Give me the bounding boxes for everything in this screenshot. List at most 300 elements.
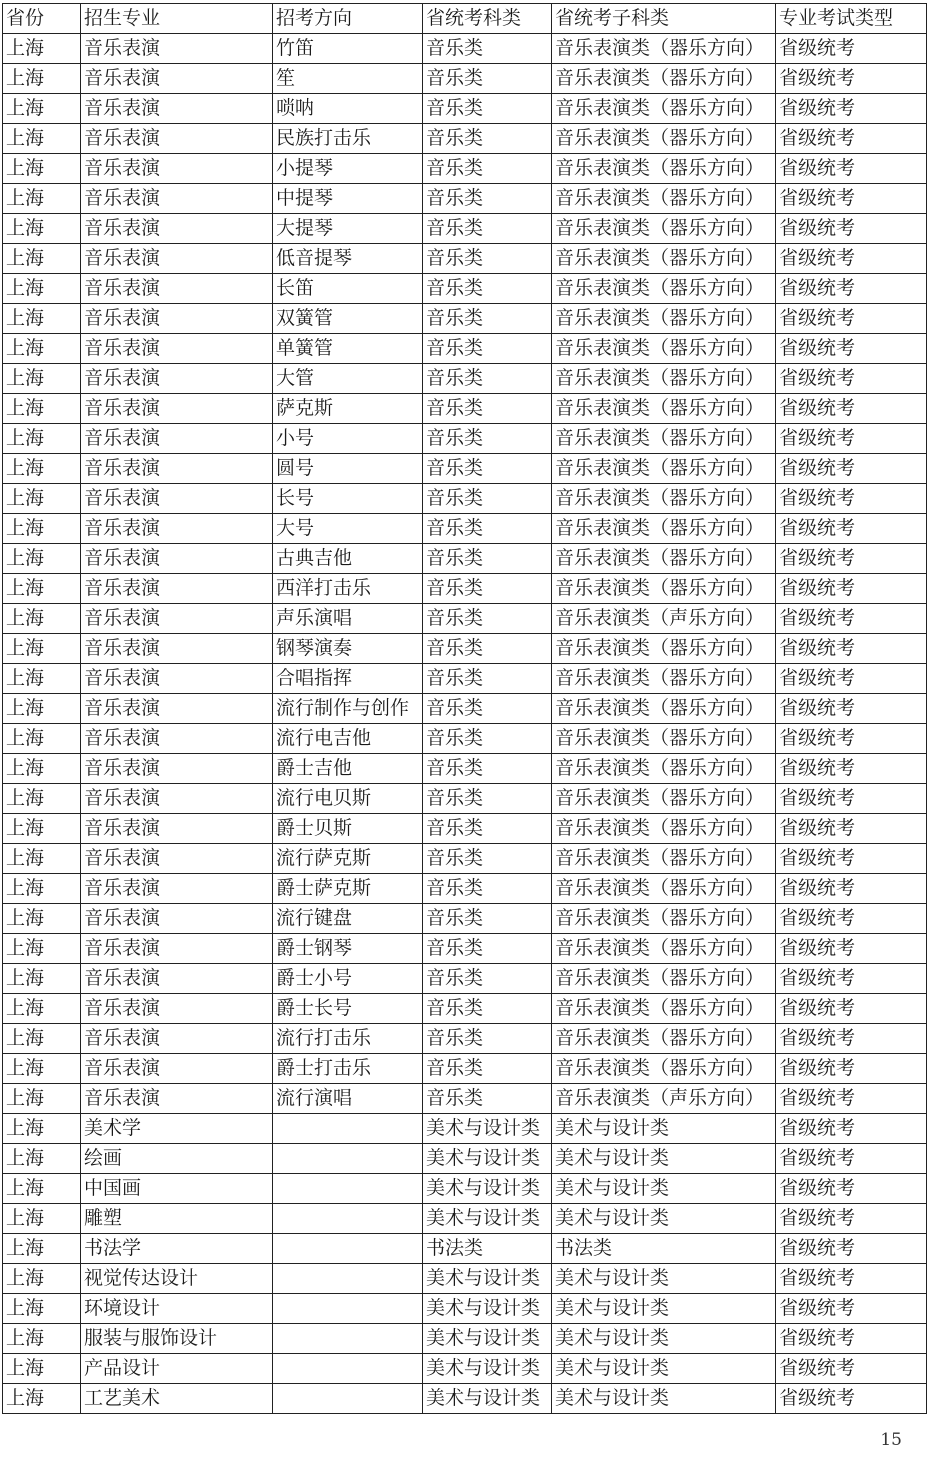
- table-row: [3, 34, 927, 64]
- cell-exam-type: 省级统考: [776, 1144, 927, 1174]
- cell-major: 音乐表演: [81, 64, 273, 94]
- cell-exam-subcategory: 音乐表演类（器乐方向）: [552, 244, 776, 274]
- cell-exam-category: 音乐类: [423, 454, 552, 484]
- cell-direction: 圆号: [273, 454, 423, 484]
- cell-province: 上海: [3, 154, 81, 184]
- cell-province: 上海: [3, 1384, 81, 1414]
- cell-exam-subcategory: 美术与设计类: [552, 1174, 776, 1204]
- cell-major: 音乐表演: [81, 454, 273, 484]
- table-row: [3, 754, 927, 784]
- cell-exam-type: 省级统考: [776, 154, 927, 184]
- cell-direction: 声乐演唱: [273, 604, 423, 634]
- cell-exam-category: 美术与设计类: [423, 1324, 552, 1354]
- cell-exam-type: 省级统考: [776, 1384, 927, 1414]
- cell-exam-category: 音乐类: [423, 334, 552, 364]
- cell-province: 上海: [3, 94, 81, 124]
- cell-direction: 中提琴: [273, 184, 423, 214]
- cell-province: 上海: [3, 604, 81, 634]
- cell-exam-category: 美术与设计类: [423, 1114, 552, 1144]
- cell-province: 上海: [3, 1294, 81, 1324]
- cell-major: 音乐表演: [81, 934, 273, 964]
- cell-direction: 大管: [273, 364, 423, 394]
- cell-exam-subcategory: 音乐表演类（器乐方向）: [552, 904, 776, 934]
- cell-exam-subcategory: 音乐表演类（器乐方向）: [552, 754, 776, 784]
- table-row: [3, 334, 927, 364]
- cell-province: 上海: [3, 1234, 81, 1264]
- cell-exam-subcategory: 音乐表演类（器乐方向）: [552, 454, 776, 484]
- cell-direction: [273, 1264, 423, 1294]
- cell-exam-type: 省级统考: [776, 574, 927, 604]
- header-row: [3, 4, 927, 34]
- cell-exam-category: 音乐类: [423, 1084, 552, 1114]
- cell-exam-type: 省级统考: [776, 814, 927, 844]
- cell-direction: 长笛: [273, 274, 423, 304]
- table-row: [3, 274, 927, 304]
- cell-exam-type: 省级统考: [776, 1324, 927, 1354]
- cell-province: 上海: [3, 994, 81, 1024]
- cell-province: 上海: [3, 424, 81, 454]
- table-row: [3, 964, 927, 994]
- cell-major: 音乐表演: [81, 424, 273, 454]
- cell-exam-category: 音乐类: [423, 724, 552, 754]
- cell-major: 音乐表演: [81, 604, 273, 634]
- cell-exam-category: 音乐类: [423, 394, 552, 424]
- cell-exam-subcategory: 音乐表演类（器乐方向）: [552, 484, 776, 514]
- cell-exam-type: 省级统考: [776, 544, 927, 574]
- table-row: [3, 94, 927, 124]
- cell-exam-subcategory: 音乐表演类（器乐方向）: [552, 634, 776, 664]
- table-row: [3, 424, 927, 454]
- admissions-table: [2, 3, 927, 1414]
- cell-exam-category: 音乐类: [423, 214, 552, 244]
- cell-exam-category: 音乐类: [423, 664, 552, 694]
- cell-province: 上海: [3, 544, 81, 574]
- cell-major: 环境设计: [81, 1294, 273, 1324]
- cell-exam-type: 省级统考: [776, 874, 927, 904]
- cell-exam-subcategory: 音乐表演类（器乐方向）: [552, 1054, 776, 1084]
- cell-exam-type: 省级统考: [776, 1024, 927, 1054]
- cell-major: 音乐表演: [81, 754, 273, 784]
- cell-exam-type: 省级统考: [776, 214, 927, 244]
- cell-direction: 爵士吉他: [273, 754, 423, 784]
- cell-province: 上海: [3, 334, 81, 364]
- cell-province: 上海: [3, 1264, 81, 1294]
- cell-major: 音乐表演: [81, 994, 273, 1024]
- table-header: [3, 4, 927, 34]
- cell-exam-category: 音乐类: [423, 364, 552, 394]
- cell-direction: 单簧管: [273, 334, 423, 364]
- cell-exam-category: 美术与设计类: [423, 1384, 552, 1414]
- cell-major: 音乐表演: [81, 574, 273, 604]
- table-row: [3, 484, 927, 514]
- cell-exam-type: 省级统考: [776, 754, 927, 784]
- cell-province: 上海: [3, 934, 81, 964]
- cell-province: 上海: [3, 454, 81, 484]
- cell-exam-category: 音乐类: [423, 634, 552, 664]
- cell-exam-type: 省级统考: [776, 1354, 927, 1384]
- cell-direction: 小提琴: [273, 154, 423, 184]
- cell-exam-subcategory: 音乐表演类（器乐方向）: [552, 1024, 776, 1054]
- cell-exam-type: 省级统考: [776, 34, 927, 64]
- cell-direction: 流行演唱: [273, 1084, 423, 1114]
- cell-exam-type: 省级统考: [776, 934, 927, 964]
- cell-exam-type: 省级统考: [776, 244, 927, 274]
- cell-exam-type: 省级统考: [776, 394, 927, 424]
- cell-direction: 低音提琴: [273, 244, 423, 274]
- cell-direction: [273, 1294, 423, 1324]
- cell-province: 上海: [3, 364, 81, 394]
- cell-direction: 合唱指挥: [273, 664, 423, 694]
- cell-exam-category: 音乐类: [423, 154, 552, 184]
- table-row: [3, 514, 927, 544]
- table-row: [3, 304, 927, 334]
- cell-exam-category: 音乐类: [423, 814, 552, 844]
- cell-exam-type: 省级统考: [776, 1054, 927, 1084]
- cell-exam-category: 音乐类: [423, 34, 552, 64]
- table-row: [3, 1114, 927, 1144]
- cell-province: 上海: [3, 124, 81, 154]
- cell-province: 上海: [3, 274, 81, 304]
- cell-exam-type: 省级统考: [776, 274, 927, 304]
- cell-exam-subcategory: 音乐表演类（器乐方向）: [552, 844, 776, 874]
- cell-direction: [273, 1324, 423, 1354]
- cell-exam-category: 美术与设计类: [423, 1354, 552, 1384]
- cell-major: 音乐表演: [81, 634, 273, 664]
- cell-direction: 小号: [273, 424, 423, 454]
- cell-direction: 流行制作与创作: [273, 694, 423, 724]
- cell-exam-category: 音乐类: [423, 1054, 552, 1084]
- cell-exam-category: 音乐类: [423, 844, 552, 874]
- table-row: [3, 934, 927, 964]
- cell-major: 音乐表演: [81, 544, 273, 574]
- cell-direction: 萨克斯: [273, 394, 423, 424]
- table-row: [3, 1234, 927, 1264]
- cell-major: 音乐表演: [81, 364, 273, 394]
- cell-exam-category: 音乐类: [423, 274, 552, 304]
- table-row: [3, 994, 927, 1024]
- table-row: [3, 544, 927, 574]
- cell-major: 音乐表演: [81, 394, 273, 424]
- cell-exam-category: 音乐类: [423, 244, 552, 274]
- cell-direction: [273, 1354, 423, 1384]
- cell-direction: [273, 1174, 423, 1204]
- table-row: [3, 154, 927, 184]
- cell-exam-subcategory: 音乐表演类（器乐方向）: [552, 544, 776, 574]
- cell-exam-category: 美术与设计类: [423, 1294, 552, 1324]
- cell-exam-type: 省级统考: [776, 64, 927, 94]
- table-row: [3, 1294, 927, 1324]
- cell-exam-type: 省级统考: [776, 634, 927, 664]
- cell-exam-subcategory: 美术与设计类: [552, 1294, 776, 1324]
- cell-major: 音乐表演: [81, 814, 273, 844]
- cell-exam-type: 省级统考: [776, 304, 927, 334]
- cell-major: 服装与服饰设计: [81, 1324, 273, 1354]
- cell-direction: 双簧管: [273, 304, 423, 334]
- cell-direction: 爵士贝斯: [273, 814, 423, 844]
- cell-exam-type: 省级统考: [776, 994, 927, 1024]
- cell-exam-subcategory: 美术与设计类: [552, 1264, 776, 1294]
- table-row: [3, 1084, 927, 1114]
- cell-major: 音乐表演: [81, 1084, 273, 1114]
- cell-exam-type: 省级统考: [776, 1204, 927, 1234]
- cell-province: 上海: [3, 964, 81, 994]
- cell-exam-subcategory: 音乐表演类（器乐方向）: [552, 214, 776, 244]
- table-row: [3, 904, 927, 934]
- cell-province: 上海: [3, 34, 81, 64]
- cell-major: 音乐表演: [81, 844, 273, 874]
- table-row: [3, 184, 927, 214]
- cell-major: 中国画: [81, 1174, 273, 1204]
- cell-direction: 流行打击乐: [273, 1024, 423, 1054]
- cell-exam-subcategory: 音乐表演类（器乐方向）: [552, 514, 776, 544]
- cell-major: 书法学: [81, 1234, 273, 1264]
- cell-exam-subcategory: 美术与设计类: [552, 1144, 776, 1174]
- cell-major: 工艺美术: [81, 1384, 273, 1414]
- table-row: [3, 124, 927, 154]
- cell-exam-subcategory: 音乐表演类（器乐方向）: [552, 64, 776, 94]
- cell-major: 音乐表演: [81, 124, 273, 154]
- table-row: [3, 574, 927, 604]
- cell-province: 上海: [3, 754, 81, 784]
- cell-exam-subcategory: 音乐表演类（器乐方向）: [552, 574, 776, 604]
- cell-exam-category: 音乐类: [423, 514, 552, 544]
- table-row: [3, 1354, 927, 1384]
- cell-direction: 流行电吉他: [273, 724, 423, 754]
- cell-province: 上海: [3, 64, 81, 94]
- cell-province: 上海: [3, 874, 81, 904]
- cell-exam-type: 省级统考: [776, 364, 927, 394]
- cell-direction: 爵士小号: [273, 964, 423, 994]
- cell-exam-type: 省级统考: [776, 94, 927, 124]
- cell-direction: [273, 1114, 423, 1144]
- cell-exam-category: 美术与设计类: [423, 1174, 552, 1204]
- cell-exam-type: 省级统考: [776, 724, 927, 754]
- cell-direction: 爵士萨克斯: [273, 874, 423, 904]
- cell-exam-category: 音乐类: [423, 754, 552, 784]
- cell-major: 音乐表演: [81, 94, 273, 124]
- table-row: [3, 694, 927, 724]
- cell-exam-category: 音乐类: [423, 184, 552, 214]
- cell-exam-subcategory: 音乐表演类（器乐方向）: [552, 994, 776, 1024]
- cell-exam-subcategory: 音乐表演类（器乐方向）: [552, 304, 776, 334]
- cell-exam-subcategory: 音乐表演类（器乐方向）: [552, 124, 776, 154]
- cell-exam-type: 省级统考: [776, 844, 927, 874]
- cell-province: 上海: [3, 904, 81, 934]
- table-row: [3, 364, 927, 394]
- header-exam-subcategory: 省统考子科类: [552, 4, 776, 34]
- cell-exam-category: 音乐类: [423, 904, 552, 934]
- cell-province: 上海: [3, 1024, 81, 1054]
- cell-exam-subcategory: 音乐表演类（声乐方向）: [552, 604, 776, 634]
- cell-exam-subcategory: 音乐表演类（器乐方向）: [552, 964, 776, 994]
- cell-exam-type: 省级统考: [776, 484, 927, 514]
- cell-major: 音乐表演: [81, 484, 273, 514]
- cell-direction: 唢呐: [273, 94, 423, 124]
- cell-exam-type: 省级统考: [776, 784, 927, 814]
- cell-exam-type: 省级统考: [776, 964, 927, 994]
- cell-province: 上海: [3, 1054, 81, 1084]
- cell-province: 上海: [3, 1324, 81, 1354]
- cell-major: 音乐表演: [81, 694, 273, 724]
- cell-major: 美术学: [81, 1114, 273, 1144]
- cell-exam-category: 音乐类: [423, 424, 552, 454]
- cell-exam-subcategory: 音乐表演类（器乐方向）: [552, 184, 776, 214]
- cell-province: 上海: [3, 214, 81, 244]
- cell-direction: 大号: [273, 514, 423, 544]
- cell-exam-category: 美术与设计类: [423, 1264, 552, 1294]
- cell-province: 上海: [3, 1204, 81, 1234]
- cell-exam-type: 省级统考: [776, 424, 927, 454]
- cell-major: 音乐表演: [81, 274, 273, 304]
- cell-major: 音乐表演: [81, 34, 273, 64]
- cell-major: 音乐表演: [81, 304, 273, 334]
- cell-direction: 西洋打击乐: [273, 574, 423, 604]
- table-row: [3, 814, 927, 844]
- cell-province: 上海: [3, 1144, 81, 1174]
- cell-direction: 民族打击乐: [273, 124, 423, 154]
- header-exam-category: 省统考科类: [423, 4, 552, 34]
- cell-province: 上海: [3, 634, 81, 664]
- table-row: [3, 844, 927, 874]
- cell-province: 上海: [3, 514, 81, 544]
- cell-major: 音乐表演: [81, 214, 273, 244]
- cell-province: 上海: [3, 484, 81, 514]
- cell-province: 上海: [3, 1114, 81, 1144]
- table-row: [3, 244, 927, 274]
- cell-major: 音乐表演: [81, 154, 273, 184]
- header-direction: 招考方向: [273, 4, 423, 34]
- cell-exam-subcategory: 音乐表演类（声乐方向）: [552, 1084, 776, 1114]
- cell-province: 上海: [3, 394, 81, 424]
- cell-province: 上海: [3, 1174, 81, 1204]
- cell-exam-type: 省级统考: [776, 664, 927, 694]
- cell-major: 音乐表演: [81, 1054, 273, 1084]
- table-row: [3, 1024, 927, 1054]
- header-exam-type: 专业考试类型: [776, 4, 927, 34]
- cell-exam-subcategory: 音乐表演类（器乐方向）: [552, 394, 776, 424]
- cell-direction: 爵士钢琴: [273, 934, 423, 964]
- cell-exam-category: 音乐类: [423, 64, 552, 94]
- cell-direction: 古典吉他: [273, 544, 423, 574]
- cell-exam-subcategory: 书法类: [552, 1234, 776, 1264]
- cell-direction: 长号: [273, 484, 423, 514]
- cell-province: 上海: [3, 694, 81, 724]
- cell-exam-category: 音乐类: [423, 94, 552, 124]
- header-province: 省份: [3, 4, 81, 34]
- cell-exam-category: 音乐类: [423, 964, 552, 994]
- cell-major: 音乐表演: [81, 904, 273, 934]
- table-body: [3, 34, 927, 1414]
- cell-exam-subcategory: 音乐表演类（器乐方向）: [552, 934, 776, 964]
- cell-province: 上海: [3, 574, 81, 604]
- cell-exam-type: 省级统考: [776, 694, 927, 724]
- cell-direction: 爵士打击乐: [273, 1054, 423, 1084]
- cell-major: 音乐表演: [81, 514, 273, 544]
- cell-exam-category: 音乐类: [423, 994, 552, 1024]
- cell-exam-category: 音乐类: [423, 934, 552, 964]
- cell-exam-type: 省级统考: [776, 514, 927, 544]
- cell-exam-category: 音乐类: [423, 694, 552, 724]
- table-row: [3, 214, 927, 244]
- page-number: 15: [880, 1430, 902, 1450]
- cell-direction: [273, 1204, 423, 1234]
- cell-exam-subcategory: 音乐表演类（器乐方向）: [552, 424, 776, 454]
- cell-exam-subcategory: 音乐表演类（器乐方向）: [552, 364, 776, 394]
- cell-major: 音乐表演: [81, 664, 273, 694]
- cell-exam-category: 音乐类: [423, 1024, 552, 1054]
- table-row: [3, 454, 927, 484]
- cell-major: 视觉传达设计: [81, 1264, 273, 1294]
- cell-exam-category: 美术与设计类: [423, 1144, 552, 1174]
- cell-exam-type: 省级统考: [776, 604, 927, 634]
- cell-exam-subcategory: 音乐表演类（器乐方向）: [552, 274, 776, 304]
- cell-major: 音乐表演: [81, 184, 273, 214]
- cell-exam-type: 省级统考: [776, 1264, 927, 1294]
- cell-province: 上海: [3, 244, 81, 274]
- cell-direction: 钢琴演奏: [273, 634, 423, 664]
- cell-exam-category: 音乐类: [423, 124, 552, 154]
- table-row: [3, 874, 927, 904]
- cell-province: 上海: [3, 664, 81, 694]
- cell-exam-subcategory: 音乐表演类（器乐方向）: [552, 154, 776, 184]
- cell-major: 音乐表演: [81, 244, 273, 274]
- cell-exam-subcategory: 美术与设计类: [552, 1204, 776, 1234]
- cell-exam-subcategory: 音乐表演类（器乐方向）: [552, 664, 776, 694]
- table-row: [3, 1204, 927, 1234]
- cell-direction: [273, 1384, 423, 1414]
- table-row: [3, 1174, 927, 1204]
- cell-exam-category: 音乐类: [423, 484, 552, 514]
- cell-province: 上海: [3, 724, 81, 754]
- cell-exam-type: 省级统考: [776, 124, 927, 154]
- cell-exam-category: 音乐类: [423, 604, 552, 634]
- table-row: [3, 1264, 927, 1294]
- cell-major: 绘画: [81, 1144, 273, 1174]
- table-row: [3, 1324, 927, 1354]
- cell-exam-category: 音乐类: [423, 544, 552, 574]
- cell-exam-subcategory: 音乐表演类（器乐方向）: [552, 334, 776, 364]
- cell-exam-subcategory: 音乐表演类（器乐方向）: [552, 34, 776, 64]
- header-major: 招生专业: [81, 4, 273, 34]
- cell-major: 雕塑: [81, 1204, 273, 1234]
- cell-exam-type: 省级统考: [776, 1084, 927, 1114]
- cell-exam-type: 省级统考: [776, 184, 927, 214]
- cell-exam-category: 音乐类: [423, 874, 552, 904]
- cell-exam-subcategory: 音乐表演类（器乐方向）: [552, 814, 776, 844]
- table-row: [3, 664, 927, 694]
- table-row: [3, 1054, 927, 1084]
- table-row: [3, 724, 927, 754]
- cell-major: 音乐表演: [81, 1024, 273, 1054]
- cell-major: 音乐表演: [81, 784, 273, 814]
- cell-exam-category: 书法类: [423, 1234, 552, 1264]
- cell-exam-type: 省级统考: [776, 334, 927, 364]
- cell-exam-subcategory: 音乐表演类（器乐方向）: [552, 724, 776, 754]
- cell-exam-type: 省级统考: [776, 1294, 927, 1324]
- table-row: [3, 1384, 927, 1414]
- cell-direction: [273, 1144, 423, 1174]
- cell-exam-subcategory: 美术与设计类: [552, 1114, 776, 1144]
- cell-exam-type: 省级统考: [776, 1114, 927, 1144]
- cell-province: 上海: [3, 184, 81, 214]
- cell-exam-type: 省级统考: [776, 1234, 927, 1264]
- table-row: [3, 64, 927, 94]
- cell-direction: 笙: [273, 64, 423, 94]
- table-row: [3, 604, 927, 634]
- cell-exam-type: 省级统考: [776, 904, 927, 934]
- cell-major: 音乐表演: [81, 874, 273, 904]
- cell-province: 上海: [3, 844, 81, 874]
